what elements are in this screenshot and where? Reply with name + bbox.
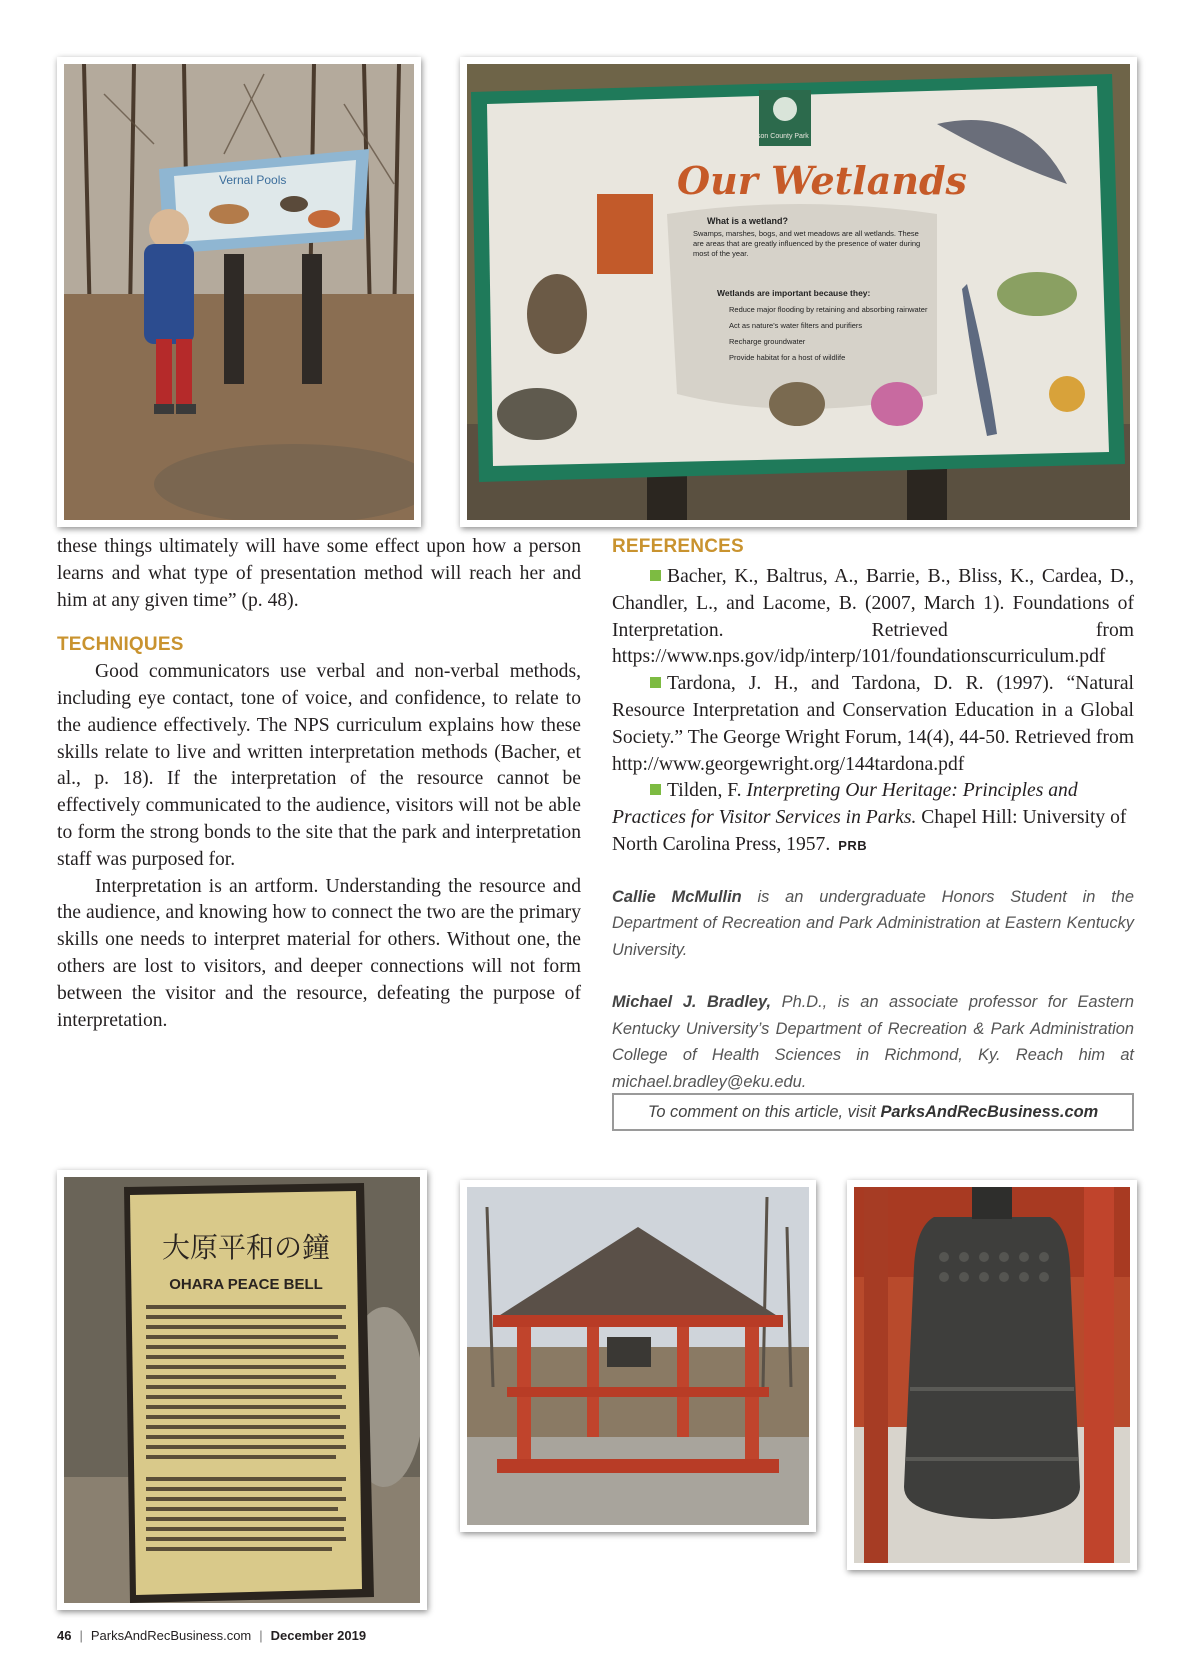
- ohara-sign-title-jp: 大原平和の鐘: [161, 1231, 331, 1264]
- wetlands-q-heading: What is a wetland?: [707, 216, 789, 226]
- footer-separator: |: [79, 1628, 83, 1643]
- page-number: 46: [57, 1628, 72, 1643]
- author-name: Callie McMullin: [612, 887, 742, 906]
- author-bio-text: is an undergraduate Honors Student in the Department of Recreation and Park Administration at Eastern Kentucky University.: [612, 887, 1134, 959]
- section-heading-techniques: TECHNIQUES: [57, 634, 184, 656]
- ohara-sign-illustration: [64, 1177, 420, 1603]
- photo-boy-reading-sign: [57, 57, 421, 527]
- comment-link[interactable]: ParksAndRecBusiness.com: [880, 1103, 1099, 1121]
- author-bio-text: Ph.D., is an associate professor for Eastern Kentucky University’s Department of Recreation & Park Administration College of Health Sciences in Richmond, Ky. Reach him at michael.bradley@eku.edu.: [612, 993, 1134, 1091]
- author-name: Michael J. Bradley,: [612, 993, 772, 1012]
- square-bullet-icon: [650, 677, 661, 688]
- photo-wetlands-sign: [460, 57, 1137, 527]
- author-bio: [612, 884, 1134, 964]
- right-column: [612, 536, 1134, 1095]
- wetlands-title: Our Wetlands: [677, 158, 967, 203]
- photo-icon: [467, 64, 1130, 520]
- photo-ohara-peace-bell-sign: [57, 1170, 427, 1610]
- photo-icon: [64, 1177, 420, 1603]
- comment-prefix: To comment on this article, visit: [647, 1103, 876, 1121]
- reference-item: [612, 564, 1134, 671]
- page-footer: [57, 1628, 366, 1643]
- photo-bronze-bell: [847, 1180, 1137, 1570]
- wetlands-bullet: Act as nature's water filters and purifiers: [729, 321, 863, 330]
- photo-icon: [64, 64, 414, 520]
- reference-item: [612, 778, 1134, 859]
- wetlands-bullet: Recharge groundwater: [729, 337, 806, 346]
- wetlands-bullet: Provide habitat for a host of wildlife: [729, 353, 846, 362]
- reference-text: Tardona, J. H., and Tardona, D. R. (1997). “Natural Resource Interpretation and Conservation Education in a Global Society.” The George Wright Forum, 14(4), 44-50. Retrieved from http://www.georgewright.org/144tardona.pdf: [612, 673, 1134, 775]
- body-paragraph: Good communicators use verbal and non-verbal methods, including eye contact, tone of voice, and confidence, to relate to the audience effectively. The NPS curriculum explains how these skills relate to live and written interpretation methods (Bacher, et al., p. 18). If the interpretation of the resource cannot be effectively communicated to the audience, visitors will not be able to form the strong bonds to the site that the park and interpretation staff was purposed for.: [57, 661, 581, 870]
- footer-issue: December 2019: [270, 1628, 367, 1643]
- photo-bell-pavilion: [460, 1180, 816, 1532]
- comment-box: [612, 1093, 1134, 1131]
- wetlands-bullet: Reduce major flooding by retaining and absorbing rainwater: [729, 305, 928, 314]
- photo-icon: [854, 1187, 1130, 1563]
- reference-author: Tilden, F.: [667, 780, 742, 802]
- footer-site: ParksAndRecBusiness.com: [90, 1628, 252, 1643]
- body-paragraph: these things ultimately will have some effect upon how a person learns and what type of presentation method will reach her and him at any given time” (p. 48).: [57, 536, 581, 611]
- reference-title: Interpreting Our Heritage: Principles and Practices for Visitor Services in Parks.: [612, 780, 1078, 829]
- wetlands-district: Madison County Park District: [741, 133, 833, 140]
- pavilion-illustration: [467, 1187, 809, 1525]
- boy-sign-title: Vernal Pools: [219, 173, 287, 187]
- reference-item: [612, 671, 1134, 778]
- body-paragraph: Interpretation is an artform. Understanding the resource and the audience, and knowing how to connect the two are the primary skills one needs to interpret material for others. Without one, the others are lost to visitors, and deeper connections will not form between the visitor and the resource, defeating the purpose of interpretation.: [57, 875, 581, 1031]
- wetlands-q-body: Swamps, marshes, bogs, and wet meadows are all wetlands. These are areas that are greatly influenced by the presence of water during most of the year.: [693, 229, 921, 258]
- wetlands-important-heading: Wetlands are important because they:: [717, 288, 871, 298]
- left-column: [57, 534, 581, 1034]
- square-bullet-icon: [650, 570, 661, 581]
- reference-text: Bacher, K., Baltrus, A., Barrie, B., Bliss, K., Cardea, D., Chandler, L., and Lacome, B. (2007, March 1). Foundations of Interpretation. Retrieved from https://www.nps.gov/idp/interp/101/foundationscurriculum.pdf: [612, 566, 1134, 668]
- reference-text: Chapel Hill: University of North Carolina Press, 1957.: [612, 807, 1127, 855]
- ohara-sign-title-en: OHARA PEACE BELL: [169, 1276, 323, 1293]
- wetlands-sign-illustration: [467, 64, 1130, 520]
- square-bullet-icon: [650, 784, 661, 795]
- photo-icon: [467, 1187, 809, 1525]
- section-heading-references: REFERENCES: [612, 536, 744, 557]
- bell-illustration: [854, 1187, 1130, 1563]
- footer-separator: |: [259, 1628, 263, 1643]
- end-mark: PRB: [838, 837, 868, 853]
- boy-sign-illustration: [64, 64, 414, 520]
- author-bio: [612, 989, 1134, 1095]
